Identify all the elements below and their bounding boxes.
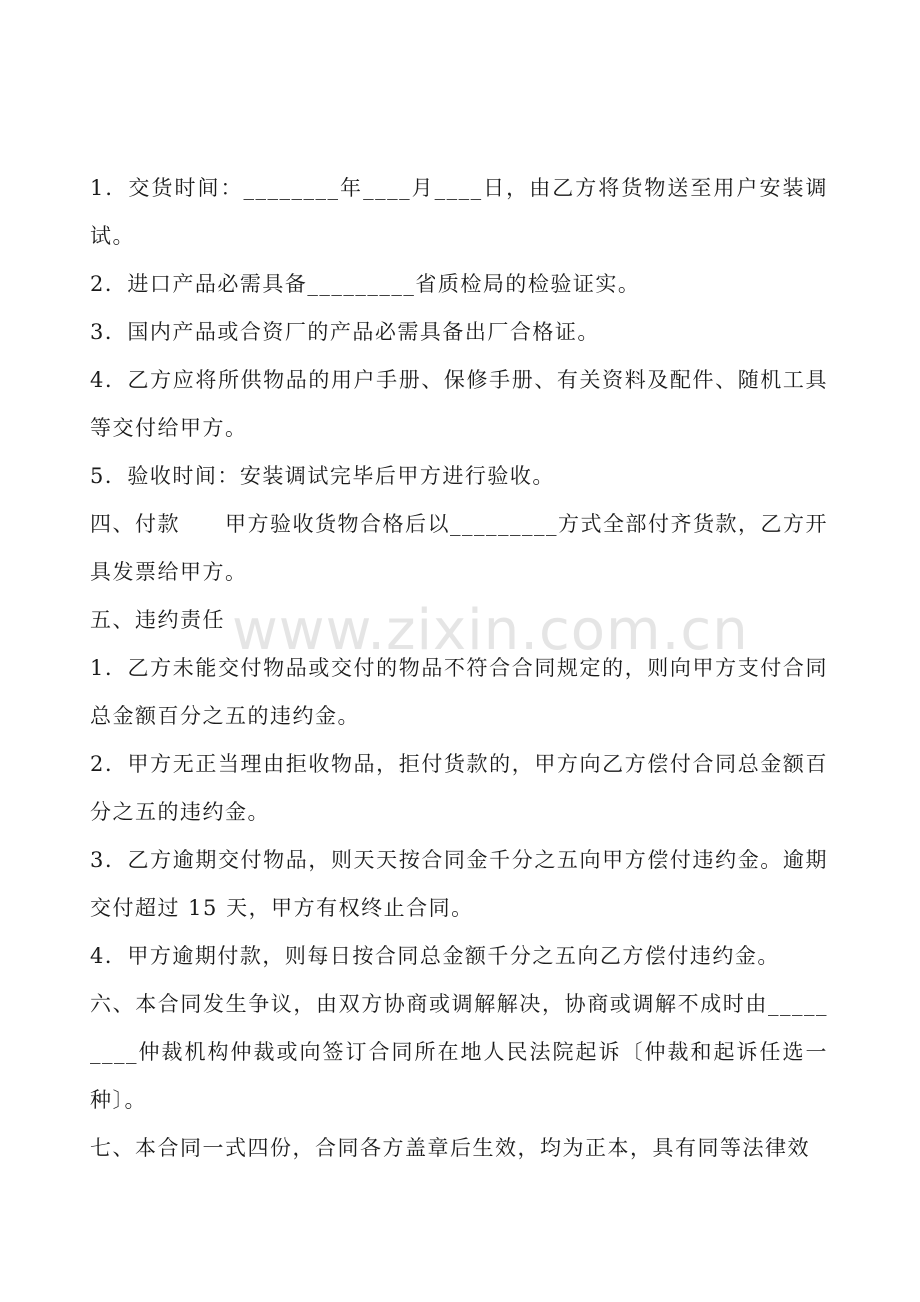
section-breach-heading: 五、违约责任 <box>90 608 225 632</box>
clause-manuals-accessories: 4．乙方应将所供物品的用户手册、保修手册、有关资料及配件、随机工具等交付给甲方。 <box>90 368 828 440</box>
watermark: www.zixin.com.cn <box>232 598 749 663</box>
clause-imported-products: 2．进口产品必需具备_________省质检局的检验证实。 <box>90 272 641 296</box>
clause-breach-2: 2．甲方无正当理由拒收物品，拒付货款的，甲方向乙方偿付合同总金额百分之五的违约金。 <box>90 752 828 824</box>
clause-acceptance-time: 5．验收时间：安装调试完毕后甲方进行验收。 <box>90 464 555 488</box>
section-copies: 七、本合同一式四份，合同各方盖章后生效，均为正本，具有同等法律效 <box>90 1136 810 1160</box>
clause-breach-3: 3．乙方逾期交付物品，则天天按合同金千分之五向甲方偿付违约金。逾期交付超过 15 天，甲方有权终止合同。 <box>90 848 828 920</box>
document-body <box>90 164 828 1172</box>
clause-breach-4: 4．甲方逾期付款，则每日按合同总金额千分之五向乙方偿付违约金。 <box>90 944 780 968</box>
clause-domestic-products: 3．国内产品或合资厂的产品必需具备出厂合格证。 <box>90 320 600 344</box>
section-payment: 四、付款 甲方验收货物合格后以_________方式全部付齐货款，乙方开具发票给甲方。 <box>90 512 828 584</box>
clause-breach-1: 1．乙方未能交付物品或交付的物品不符合合同规定的，则向甲方支付合同总金额百分之五的违约金。 <box>90 656 828 728</box>
section-dispute: 六、本合同发生争议，由双方协商或调解解决，协商或调解不成时由_________仲裁机构仲裁或向签订合同所在地人民法院起诉〔仲裁和起诉任选一种〕。 <box>90 992 828 1112</box>
clause-delivery-time: 1．交货时间：________年____月____日，由乙方将货物送至用户安装调试。 <box>90 176 828 248</box>
